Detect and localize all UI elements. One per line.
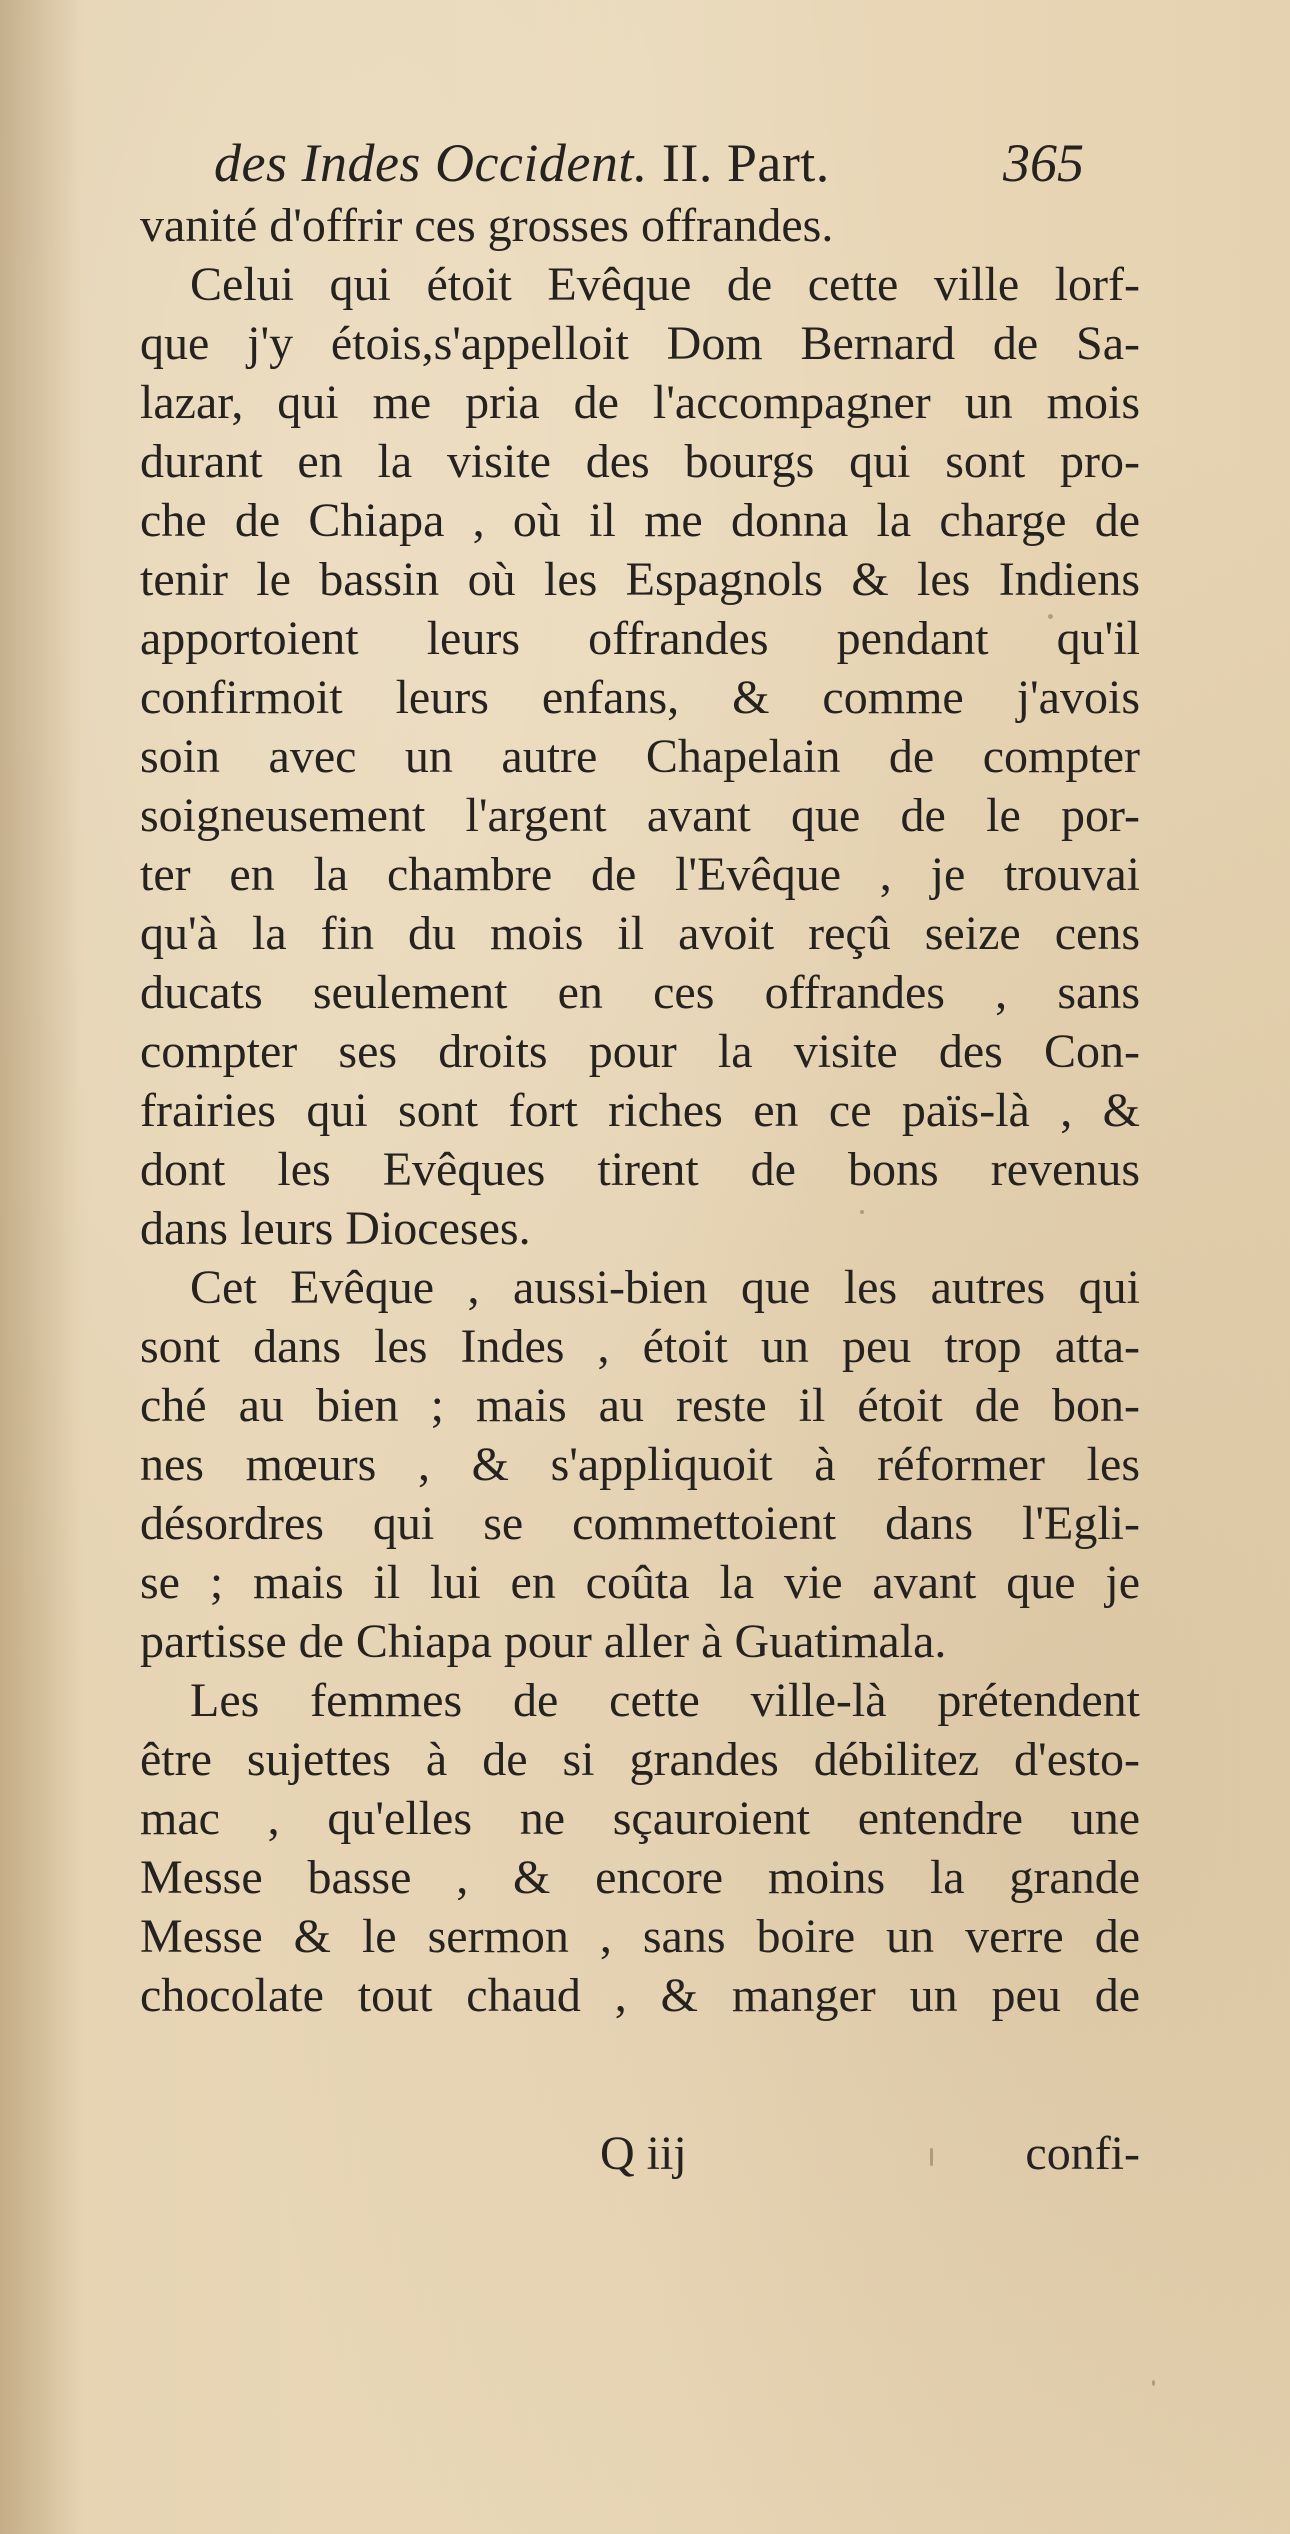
running-title-roman: II. Part. (647, 133, 830, 193)
page-header (214, 128, 1084, 198)
catchword: confi- (1025, 2127, 1140, 2180)
paper-speck (930, 2148, 933, 2166)
running-title (214, 128, 830, 198)
text-line: partisse de Chiapa pour aller à Guatimala. (140, 1615, 947, 1668)
gutter-shadow (0, 0, 80, 2534)
text-line: soigneusement l'argent avant que de le por- (140, 789, 1140, 842)
text-line: désordres qui se commettoient dans l'Egli- (140, 1497, 1140, 1550)
signature-mark: Q iij (600, 2127, 687, 2180)
body-text (140, 196, 1140, 2025)
text-line: tenir le bassin où les Espagnols & les Indiens (140, 553, 1140, 606)
text-line: Celui qui étoit Evêque de cette ville lorf- (190, 258, 1140, 311)
text-line: chocolate tout chaud , & manger un peu de (140, 1969, 1140, 2022)
text-line: se ; mais il lui en coûta la vie avant que je (140, 1556, 1140, 1609)
text-line: che de Chiapa , où il me donna la charge de (140, 494, 1140, 547)
text-line: nes mœurs , & s'appliquoit à réformer les (140, 1438, 1140, 1491)
text-line: durant en la visite des bourgs qui sont pro- (140, 435, 1140, 488)
text-line: frairies qui sont fort riches en ce païs-là , & (140, 1084, 1140, 1137)
text-line: dans leurs Dioceses. (140, 1202, 531, 1255)
text-line: Messe & le sermon , sans boire un verre de (140, 1910, 1140, 1963)
paper-speck (1152, 2380, 1155, 2386)
text-line: Cet Evêque , aussi-bien que les autres qui (190, 1261, 1140, 1314)
text-line: sont dans les Indes , étoit un peu trop atta- (140, 1320, 1140, 1373)
text-line: ché au bien ; mais au reste il étoit de bon- (140, 1379, 1140, 1432)
paper-speck (1048, 614, 1053, 619)
text-line: dont les Evêques tirent de bons revenus (140, 1143, 1140, 1196)
text-line: être sujettes à de si grandes débilitez d'esto- (140, 1733, 1140, 1786)
text-line: que j'y étois,s'appelloit Dom Bernard de Sa- (140, 317, 1140, 370)
text-line: soin avec un autre Chapelain de compter (140, 730, 1140, 783)
running-title-italic: des Indes Occident. (214, 133, 648, 193)
page-footer (140, 2124, 1140, 2184)
text-line: qu'à la fin du mois il avoit reçû seize cens (140, 907, 1140, 960)
text-line: ter en la chambre de l'Evêque , je trouvai (140, 848, 1140, 901)
text-line: confirmoit leurs enfans, & comme j'avois (140, 671, 1140, 724)
text-line: ducats seulement en ces offrandes , sans (140, 966, 1140, 1019)
paper-speck (860, 1210, 864, 1214)
text-line: mac , qu'elles ne sçauroient entendre une (140, 1792, 1140, 1845)
text-line: Les femmes de cette ville-là prétendent (190, 1674, 1140, 1727)
text-line: vanité d'offrir ces grosses offrandes. (140, 199, 834, 252)
page-number: 365 (1003, 133, 1084, 193)
text-line: apportoient leurs offrandes pendant qu'il (140, 612, 1140, 665)
text-line: lazar, qui me pria de l'accompagner un mois (140, 376, 1140, 429)
text-line: compter ses droits pour la visite des Con- (140, 1025, 1140, 1078)
text-line: Messe basse , & encore moins la grande (140, 1851, 1140, 1904)
